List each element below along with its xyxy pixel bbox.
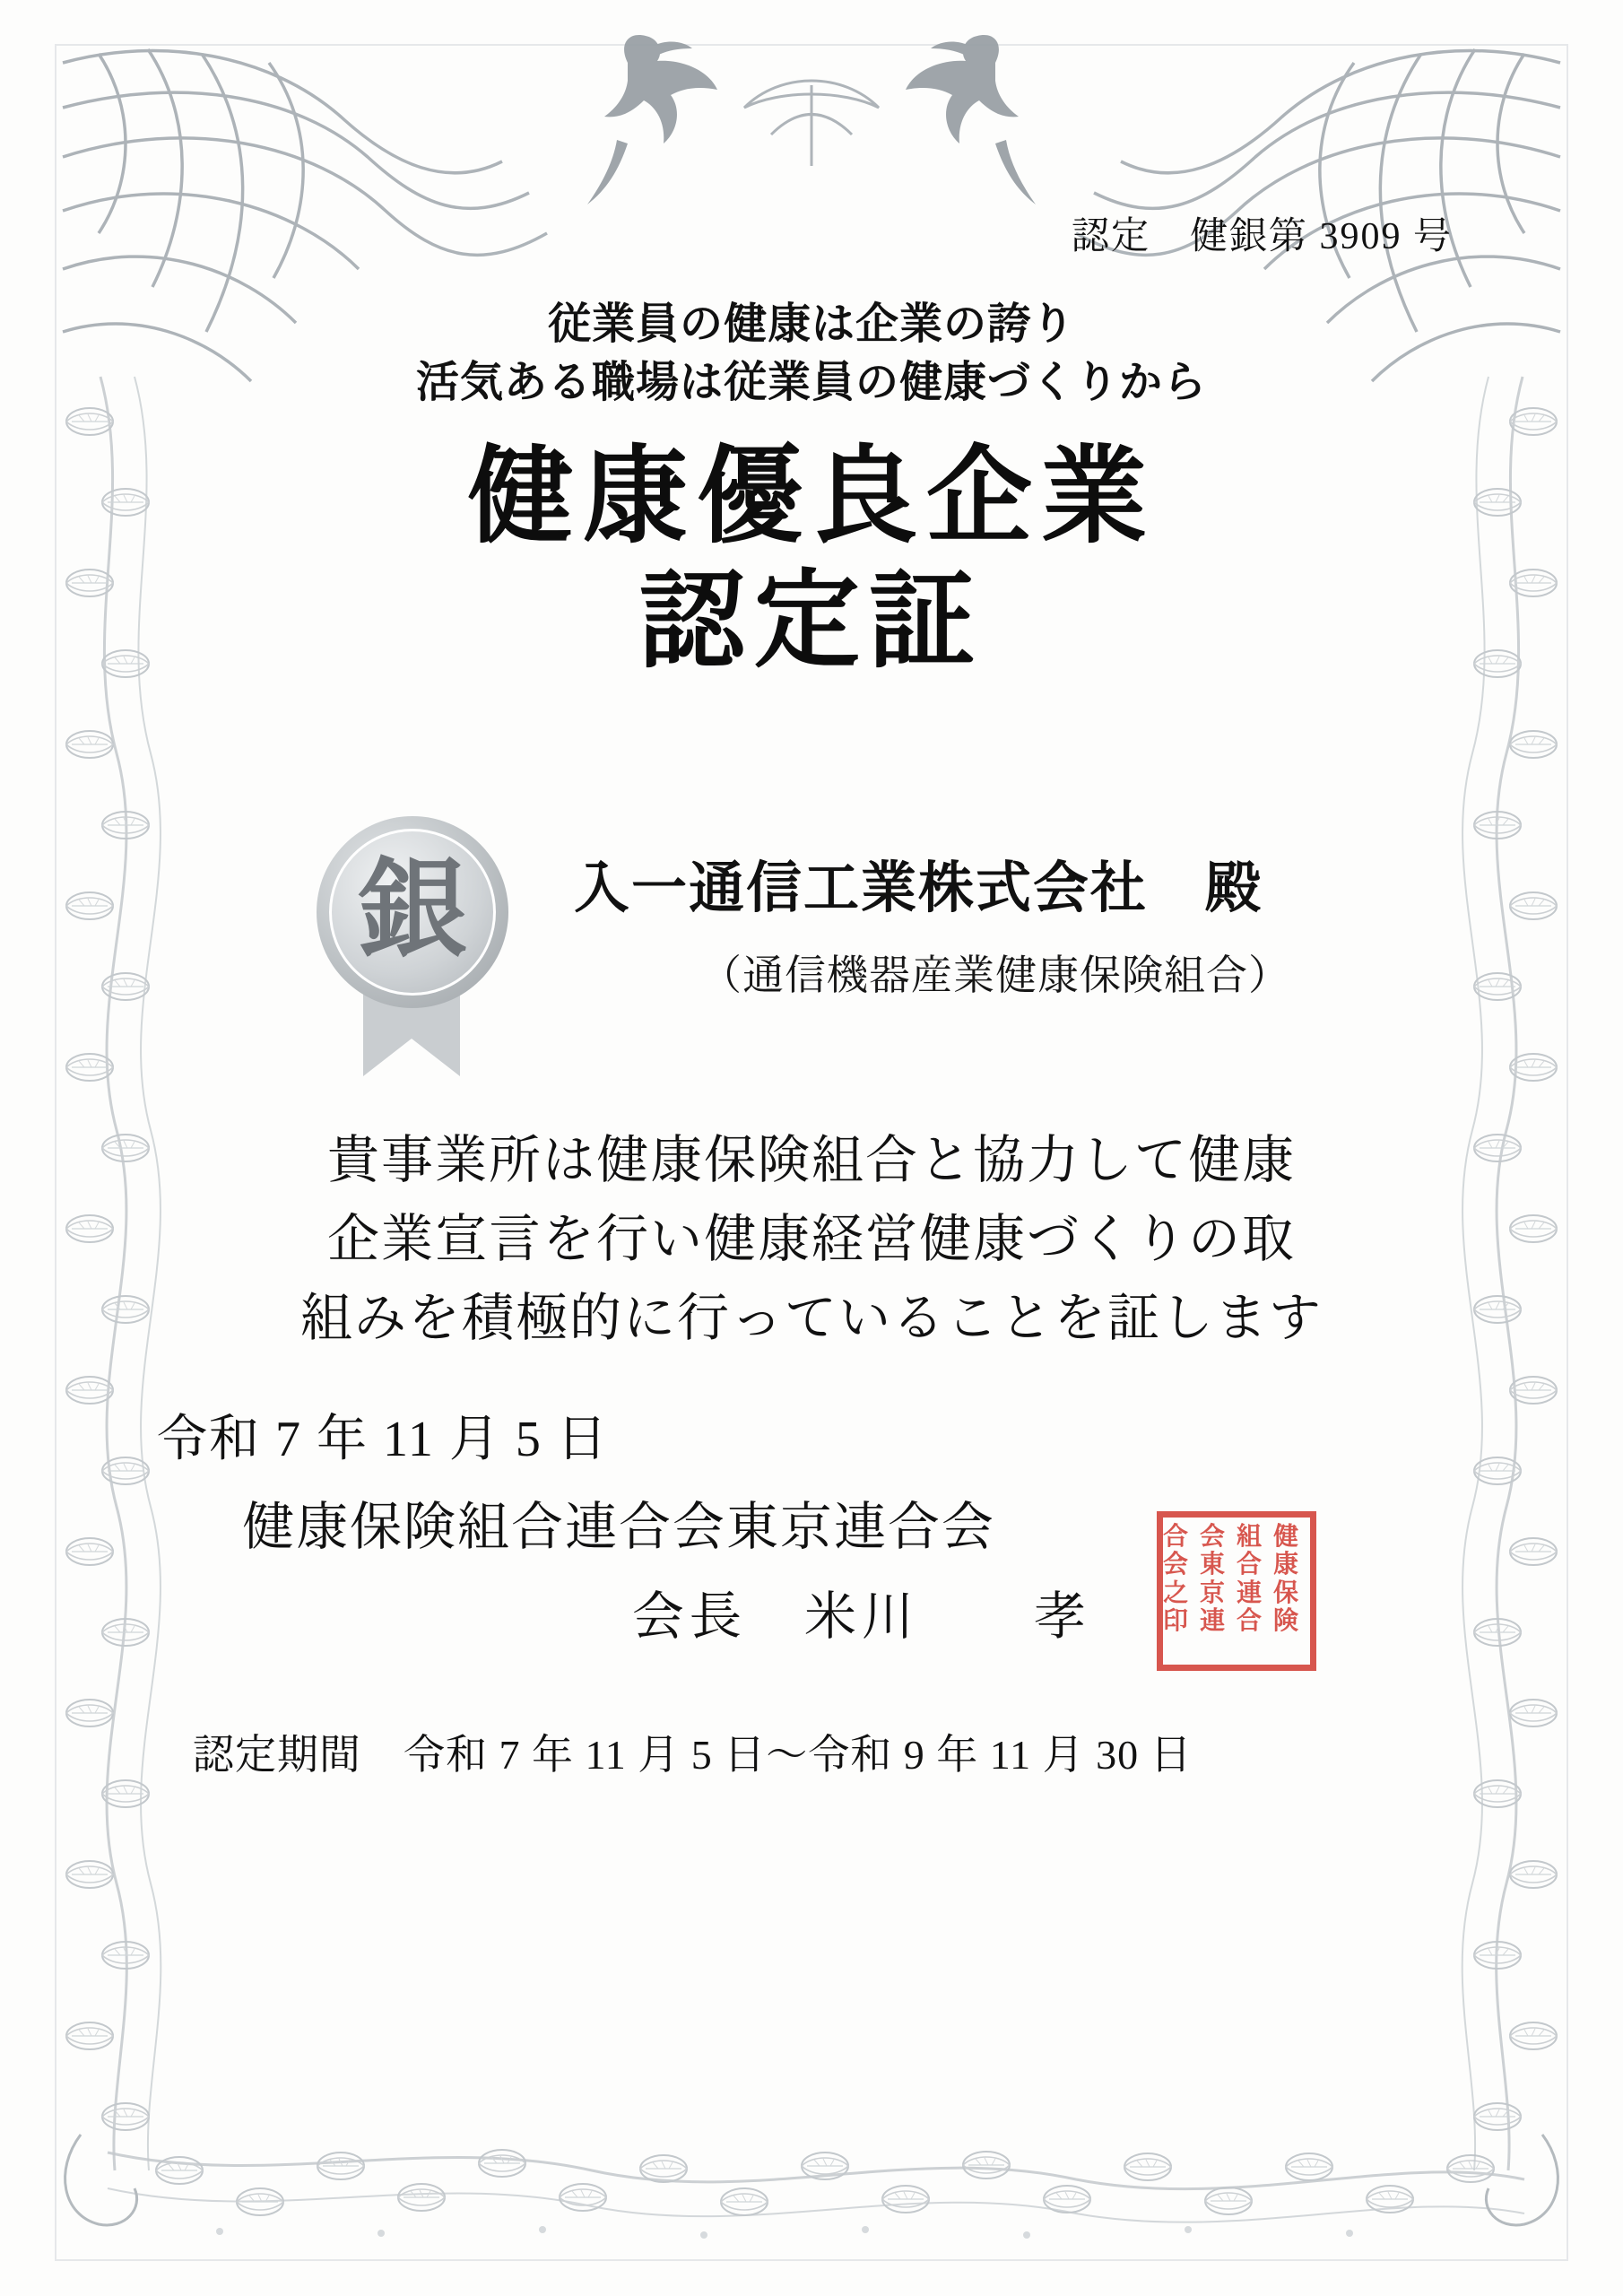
silver-medal-icon	[300, 807, 525, 1076]
certificate-body	[170, 1121, 1453, 1358]
issuer-organization: 健康保険組合連合会東京連合会	[242, 1498, 996, 1556]
body-line-3: 組みを積極的に行っていることを証します	[299, 1289, 1323, 1348]
seal-column-1: 健康保険	[1273, 1523, 1299, 1636]
title-line-2: 認定証	[638, 563, 984, 682]
recipient-company-name: 入一通信工業株式会社 殿	[574, 858, 1263, 919]
official-red-seal	[1157, 1511, 1316, 1671]
page-title	[143, 435, 1480, 684]
certificate-content	[143, 117, 1480, 2179]
valid-period: 認定期間 令和 7 年 11 月 5 日～令和 9 年 11 月 30 日	[193, 1732, 1193, 1778]
recipient-insurance-union: （通信機器産業健康保険組合）	[700, 952, 1290, 998]
medal-and-recipient	[143, 807, 1480, 1076]
recipient-block	[574, 843, 1480, 1002]
slogan-block	[143, 296, 1480, 413]
seal-column-4: 合会之印	[1163, 1523, 1189, 1636]
issuer-chairman: 会長 米川 孝	[632, 1587, 1092, 1646]
slogan-line-2: 活気ある職場は従業員の健康づくりから	[415, 358, 1207, 406]
body-line-1: 貴事業所は健康保険組合と協力して健康	[326, 1131, 1296, 1189]
seal-column-3: 会東京連	[1200, 1523, 1226, 1636]
issue-date: 令和 7 年 11 月 5 日	[157, 1412, 609, 1467]
slogan-line-1: 従業員の健康は企業の誇り	[547, 300, 1075, 348]
body-line-2: 企業宣言を行い健康経営健康づくりの取	[326, 1210, 1296, 1269]
title-line-1: 健康優良企業	[466, 439, 1156, 556]
medal-label: 銀	[359, 850, 466, 970]
seal-column-2: 組合連合	[1237, 1523, 1263, 1636]
certificate-number: 認定 健銀第 3909 号	[1071, 216, 1453, 257]
medal-disc-inner	[329, 829, 496, 996]
